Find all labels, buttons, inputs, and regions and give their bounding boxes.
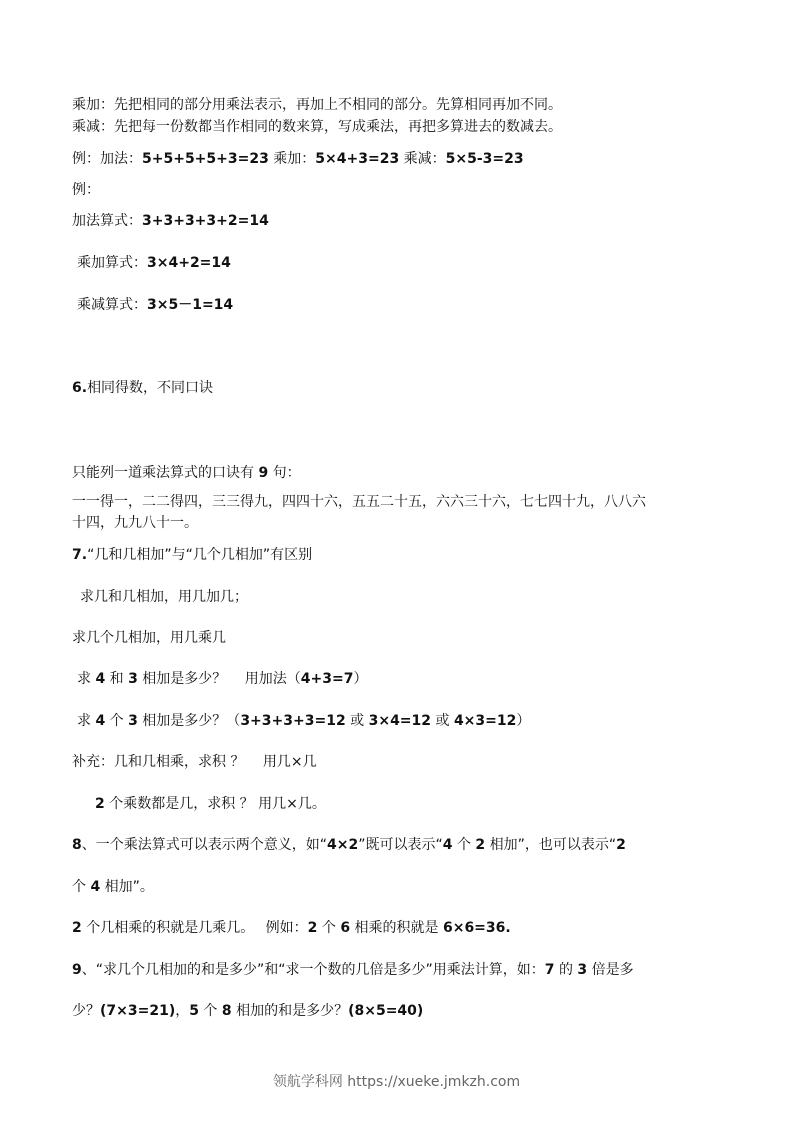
formula: 3+3+3+3=12 [240, 713, 346, 729]
formula: 3×4+2=14 [147, 255, 231, 271]
text: ） [516, 713, 531, 729]
formula: 5×4+3=23 [315, 151, 400, 167]
section-number: 8 [72, 837, 82, 853]
text: 和 [105, 671, 129, 687]
text: 乘加： [268, 151, 316, 167]
text-line [72, 212, 269, 230]
number: 9 [258, 465, 269, 481]
section-heading-8 [72, 836, 626, 854]
text-line [77, 712, 530, 730]
text: 倍是多 [587, 962, 634, 978]
text-line [72, 919, 511, 937]
text-line: 乘减：先把每一份数都当作相同的数来算，写成乘法，再把多算进去的数减去。 [72, 119, 562, 135]
text: 、“求几个几相加的和是多少”和“求一个数的几倍是多少”用乘法计算，如： [81, 962, 545, 978]
text: 相加是多少？ 用加法（ [137, 671, 301, 687]
formula: 3×4=12 [368, 713, 432, 729]
text-line: 乘加：先把相同的部分用乘法表示，再加上不相同的部分。先算相同再加不同。 [72, 97, 562, 113]
text: ） [353, 671, 368, 687]
page-footer-watermark: 领航学科网 https://xueke.jmkzh.com [272, 1074, 521, 1090]
number: 2 [95, 796, 105, 812]
text-line: 求几和几相加，用几加几； [80, 589, 248, 605]
formula: (8×5=40) [348, 1003, 424, 1019]
text-line [77, 296, 233, 314]
section-heading-6 [72, 379, 213, 397]
text-line: 补充：几和几相乘，求积 ？ 用几×几 [72, 754, 317, 770]
text: 个几相乘的积就是几乘几。 例如： [81, 920, 308, 936]
section-heading-7 [72, 546, 312, 564]
number: 5 [189, 1003, 199, 1019]
section-number: 9 [72, 962, 82, 978]
text: 个乘数都是几，求积 ？ 用几×几。 [104, 796, 326, 812]
text: 个 [72, 879, 91, 895]
text: 相加”，也可以表示“ [485, 837, 617, 853]
text-line [77, 254, 231, 272]
section-number: 7. [72, 547, 88, 563]
formula: (7×3=21) [100, 1003, 176, 1019]
number: 4 [95, 671, 106, 687]
formula: 5+5+5+5+3=23 [142, 151, 269, 167]
number: 2 [72, 920, 82, 936]
text: 相加是多少？（ [137, 713, 241, 729]
section-heading-9 [72, 961, 634, 979]
heading-text: “几和几相加”与“几个几相加”有区别 [87, 547, 313, 563]
text: 乘减： [399, 151, 446, 167]
text: 只能列一道乘法算式的口诀有 [72, 465, 259, 481]
text: 求 [77, 671, 96, 687]
text: 或 [431, 713, 454, 729]
text: 或 [345, 713, 369, 729]
text-line: 求几个几相加，用几乘几 [72, 630, 226, 646]
section-number: 6. [72, 380, 88, 396]
number: 2 [307, 920, 318, 936]
text: 例：加法： [72, 151, 142, 167]
formula: 3+3+3+3+2=14 [142, 213, 269, 229]
text: 少？ [72, 1003, 100, 1019]
number: 4 [442, 837, 453, 853]
formula: 4+3=7 [300, 671, 354, 687]
text: 乘加算式： [77, 255, 147, 271]
formula: 4×2 [327, 837, 359, 853]
formula: 6×6=36. [442, 920, 511, 936]
text: 个 [452, 837, 476, 853]
text: 个 [317, 920, 341, 936]
number: 2 [616, 837, 626, 853]
text: 乘减算式： [77, 297, 147, 313]
number: 7 [544, 962, 555, 978]
number: 3 [128, 713, 138, 729]
text-line: 一一得一，二二得四，三三得九，四四十六，五五二十五，六六三十六，七七四十九，八八六 [72, 494, 646, 510]
text: ”既可以表示“ [358, 837, 443, 853]
formula: 3×5－1=14 [147, 297, 234, 313]
text-line [77, 670, 367, 688]
text: 、一个乘法算式可以表示两个意义，如“ [81, 837, 328, 853]
text: 的 [554, 962, 578, 978]
text-line [72, 464, 301, 482]
number: 4 [90, 879, 101, 895]
number: 6 [340, 920, 351, 936]
text-line: 例： [72, 182, 100, 198]
text-line: 十四，九九八十一。 [72, 515, 198, 531]
text: 相加的和是多少？ [231, 1003, 349, 1019]
text: 句： [268, 465, 301, 481]
text: ， [175, 1003, 190, 1019]
text-line [72, 878, 154, 896]
text-line [72, 1002, 423, 1020]
text: 个 [198, 1003, 222, 1019]
number: 4 [95, 713, 106, 729]
formula: 5×5-3=23 [445, 151, 524, 167]
text: 相乘的积就是 [350, 920, 443, 936]
number: 3 [128, 671, 138, 687]
text-line [72, 150, 524, 168]
text: 相加”。 [100, 879, 154, 895]
heading-text: 相同得数，不同口诀 [87, 380, 214, 396]
number: 8 [221, 1003, 232, 1019]
text: 求 [77, 713, 96, 729]
text-line [95, 795, 326, 813]
formula: 4×3=12 [453, 713, 517, 729]
text: 个 [105, 713, 129, 729]
text: 加法算式： [72, 213, 142, 229]
number: 3 [577, 962, 588, 978]
number: 2 [475, 837, 486, 853]
